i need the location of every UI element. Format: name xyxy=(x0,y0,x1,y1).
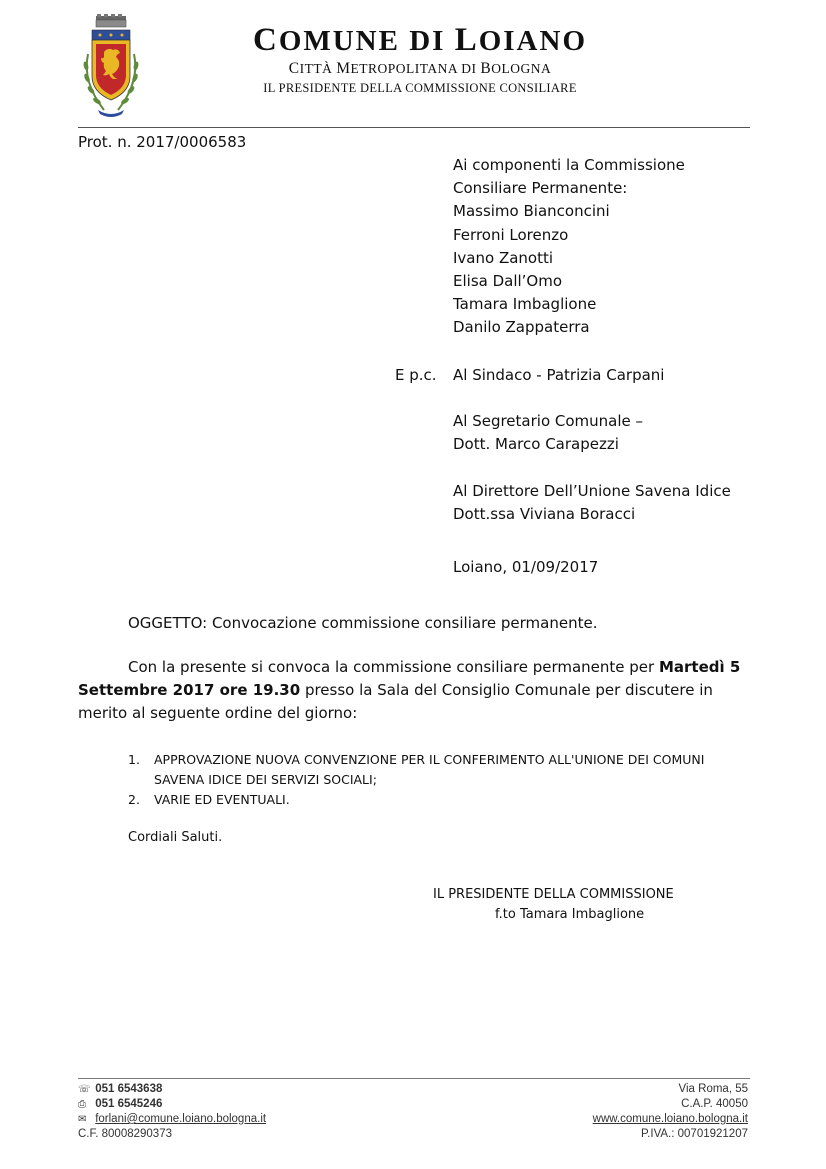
footer-piva: P.IVA.: 00701921207 xyxy=(640,1128,748,1140)
recipient-line: Ferroni Lorenzo xyxy=(453,225,569,244)
cc-segretario-name: Dott. Marco Carapezzi xyxy=(453,435,619,453)
header-divider xyxy=(78,127,750,128)
footer-email-link[interactable]: forlani@comune.loiano.bologna.it xyxy=(95,1113,267,1125)
footer-address xyxy=(593,1082,748,1142)
protocol-number: Prot. n. 2017/0006583 xyxy=(78,133,247,151)
cc-direttore-title: Al Direttore Dell’Unione Savena Idice xyxy=(453,482,731,500)
fax-icon: ⎙ xyxy=(78,1099,86,1110)
coat-of-arms-icon xyxy=(80,14,142,118)
footer-divider xyxy=(78,1078,750,1079)
closing: Cordiali Saluti. xyxy=(128,830,223,845)
phone-icon: ☏ xyxy=(78,1084,91,1095)
footer-phone: 051 6543638 xyxy=(95,1083,163,1095)
footer-cf: C.F. 80008290373 xyxy=(78,1128,172,1140)
cc-direttore-name: Dott.ssa Viviana Boracci xyxy=(453,505,636,523)
recipient-line: Ai componenti la Commissione xyxy=(453,156,685,174)
recipients-block xyxy=(453,154,685,340)
agenda-list xyxy=(128,750,748,810)
footer-street: Via Roma, 55 xyxy=(678,1083,748,1095)
signature-name: f.to Tamara Imbaglione xyxy=(495,907,645,922)
cc-segretario-title: Al Segretario Comunale – xyxy=(453,412,644,430)
recipient-line: Consiliare Permanente: xyxy=(453,179,628,198)
body-paragraph: Con la presente si convoca la commissione consiliare permanente per Martedì 5 Settembre 2017 ore 19.30 presso la Sala del Consiglio Comunale per discutere in merito al seguente ordine del giorno: xyxy=(78,658,741,722)
recipient-line: Massimo Bianconcini xyxy=(453,202,610,221)
footer-cap: C.A.P. 40050 xyxy=(681,1098,748,1110)
cc-label: E p.c. xyxy=(395,366,437,384)
subject-line: OGGETTO: Convocazione commissione consiliare permanente. xyxy=(128,614,598,632)
recipient-line: Danilo Zappaterra xyxy=(453,318,590,337)
recipient-line: Ivano Zanotti xyxy=(453,248,554,267)
footer-website-link[interactable]: www.comune.loiano.bologna.it xyxy=(592,1113,748,1125)
footer-fax: 051 6545246 xyxy=(95,1098,163,1110)
recipient-line: Elisa Dall’Omo xyxy=(453,271,563,290)
header-office: IL PRESIDENTE DELLA COMMISSIONE CONSILIARE xyxy=(263,81,577,95)
list-item: 1. APPROVAZIONE NUOVA CONVENZIONE PER IL CONFERIMENTO ALL'UNIONE DEI COMUNI SAVENA IDICE DEI SERVIZI SOCIALI; xyxy=(128,752,705,787)
signature-role: IL PRESIDENTE DELLA COMMISSIONE xyxy=(433,887,674,902)
header-subtitle: CITTÀ METROPOLITANA DI BOLOGNA xyxy=(288,60,552,77)
footer-contacts xyxy=(78,1082,266,1142)
list-item: 2. VARIE ED EVENTUALI. xyxy=(128,792,290,807)
page-title: COMUNE DI LOIANO xyxy=(252,22,588,58)
recipient-line: Tamara Imbaglione xyxy=(453,295,597,314)
place-date: Loiano, 01/09/2017 xyxy=(453,558,599,576)
cc-sindaco: Al Sindaco - Patrizia Carpani xyxy=(453,366,665,384)
mail-icon: ✉ xyxy=(78,1114,87,1125)
